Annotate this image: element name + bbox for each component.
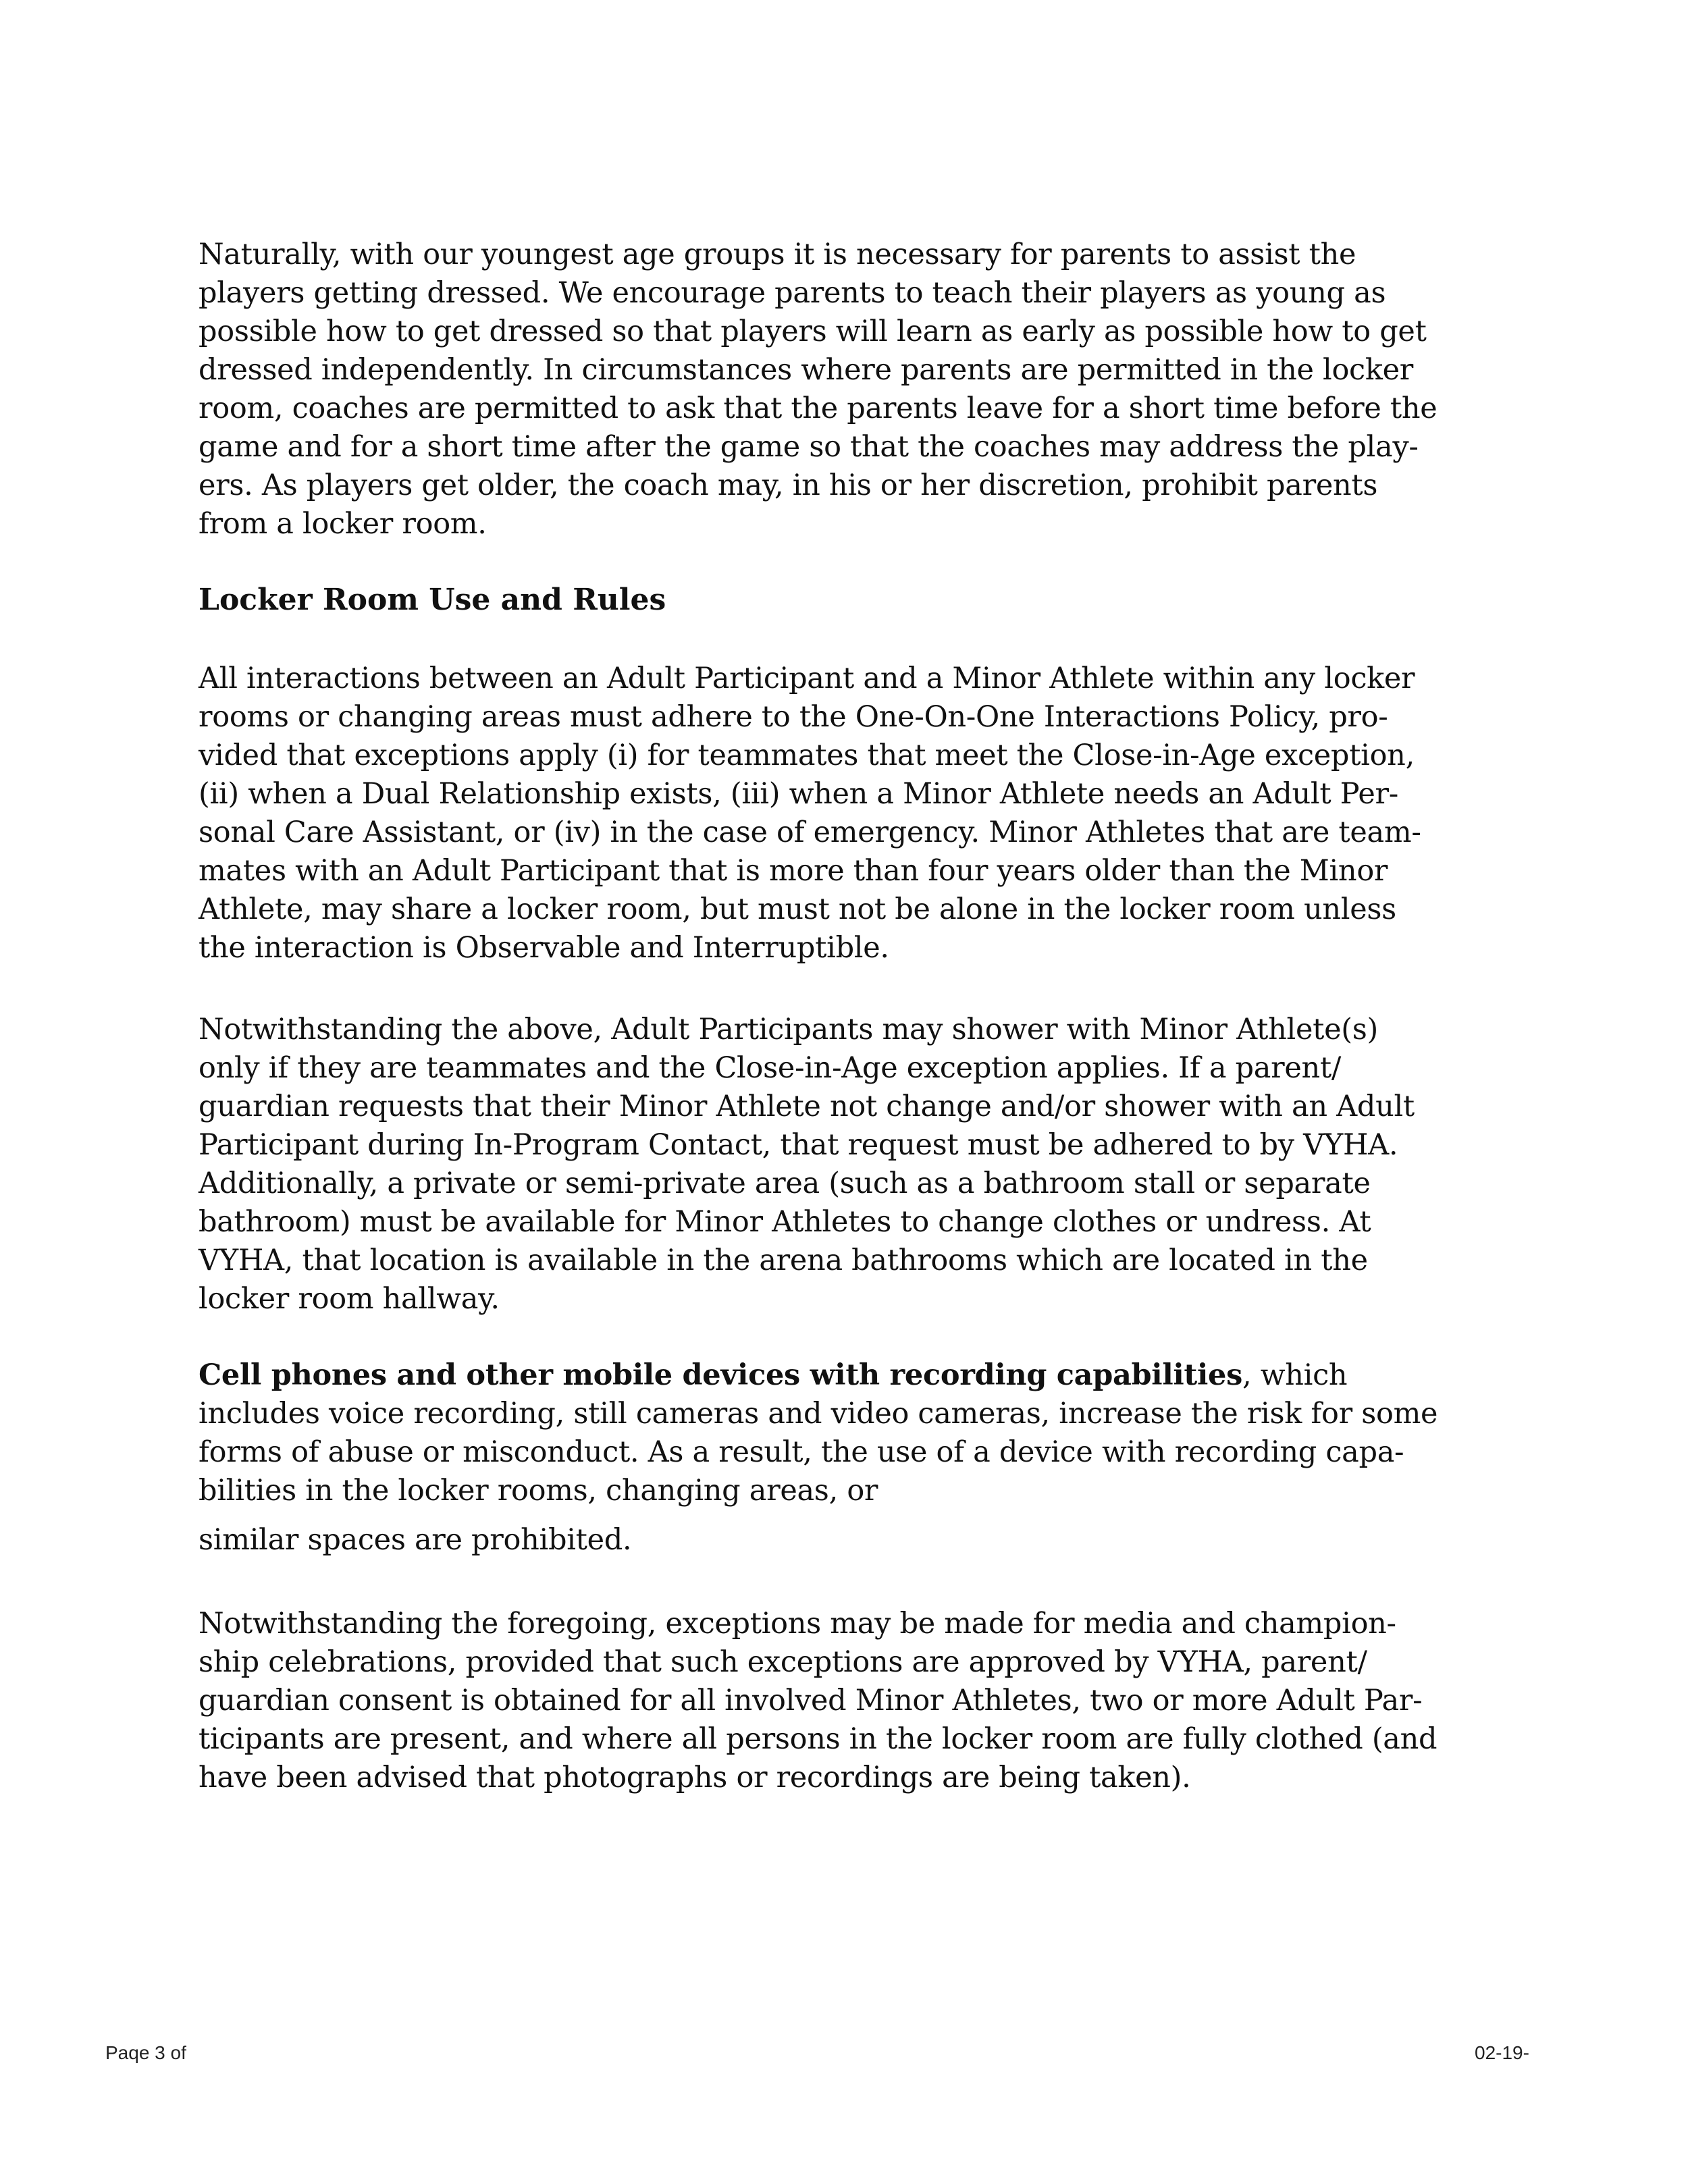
text-line: the interaction is Observable and Interruptible. <box>199 931 889 965</box>
text-line <box>199 1356 1434 1395</box>
section-heading: Locker Room Use and Rules <box>199 583 666 617</box>
text-line: players getting dressed. We encourage parents to teach their players as young as <box>199 276 1386 310</box>
text-line: Participant during In-Program Contact, that request must be adhered to by VYHA. <box>199 1128 1398 1162</box>
text-line: game and for a short time after the game so that the coaches may address the play- <box>199 430 1419 464</box>
text-line: bilities in the locker rooms, changing areas, or <box>199 1474 878 1508</box>
text-line: from a locker room. <box>199 507 487 541</box>
lead-rest-text: , which <box>1242 1358 1348 1392</box>
paragraph-parent-assistance <box>199 236 1438 543</box>
text-line: guardian consent is obtained for all involved Minor Athletes, two or more Adult Par- <box>199 1684 1423 1717</box>
text-line: similar spaces are prohibited. <box>199 1523 632 1557</box>
text-line: Additionally, a private or semi-private area (such as a bathroom stall or separate <box>199 1167 1371 1200</box>
text-line: possible how to get dressed so that players will learn as early as possible how to get <box>199 315 1427 348</box>
text-line: dressed independently. In circumstances where parents are permitted in the locker <box>199 353 1413 387</box>
text-line: ticipants are present, and where all persons in the locker room are fully clothed (and <box>199 1722 1438 1756</box>
text-line: Naturally, with our youngest age groups it is necessary for parents to assist the <box>199 238 1356 271</box>
text-line: locker room hallway. <box>199 1282 500 1316</box>
text-line: All interactions between an Adult Participant and a Minor Athlete within any locker <box>199 662 1415 695</box>
text-line: mates with an Adult Participant that is more than four years older than the Minor <box>199 854 1388 888</box>
footer-date: 02-19- <box>1475 2042 1529 2063</box>
bold-lead-text: Cell phones and other mobile devices with recording capabilities <box>199 1358 1242 1392</box>
text-line: guardian requests that their Minor Athlete not change and/or shower with an Adult <box>199 1090 1415 1123</box>
text-line: bathroom) must be available for Minor Athletes to change clothes or undress. At <box>199 1205 1371 1239</box>
text-line: vided that exceptions apply (i) for teammates that meet the Close-in-Age exception, <box>199 739 1415 772</box>
text-line: sonal Care Assistant, or (iv) in the case of emergency. Minor Athletes that are team- <box>199 816 1421 849</box>
paragraph-recording-devices <box>199 1356 1438 1560</box>
footer-page-number: Paqe 3 of <box>105 2042 186 2063</box>
text-line: only if they are teammates and the Close-in-Age exception applies. If a parent/ <box>199 1051 1342 1085</box>
text-line: Athlete, may share a locker room, but must not be alone in the locker room unless <box>199 893 1396 926</box>
paragraph-shower-policy <box>199 1011 1434 1319</box>
text-line: (ii) when a Dual Relationship exists, (iii) when a Minor Athlete needs an Adult Per- <box>199 777 1399 811</box>
text-line: Notwithstanding the above, Adult Participants may shower with Minor Athlete(s) <box>199 1013 1378 1046</box>
text-line: ers. As players get older, the coach may, in his or her discretion, prohibit parents <box>199 469 1378 502</box>
text-line: room, coaches are permitted to ask that the parents leave for a short time before the <box>199 392 1438 425</box>
text-line: Notwithstanding the foregoing, exceptions may be made for media and champion- <box>199 1607 1396 1641</box>
text-line: includes voice recording, still cameras and video cameras, increase the risk for some <box>199 1397 1438 1431</box>
text-line: VYHA, that location is available in the arena bathrooms which are located in the <box>199 1244 1368 1277</box>
text-line: forms of abuse or misconduct. As a result, the use of a device with recording capa- <box>199 1435 1404 1469</box>
text-line: ship celebrations, provided that such exceptions are approved by VYHA, parent/ <box>199 1645 1367 1679</box>
text-line: have been advised that photographs or recordings are being taken). <box>199 1761 1191 1794</box>
paragraph-locker-interactions <box>199 660 1434 967</box>
paragraph-media-exceptions <box>199 1605 1438 1797</box>
text-line: rooms or changing areas must adhere to the One-On-One Interactions Policy, pro- <box>199 700 1388 734</box>
